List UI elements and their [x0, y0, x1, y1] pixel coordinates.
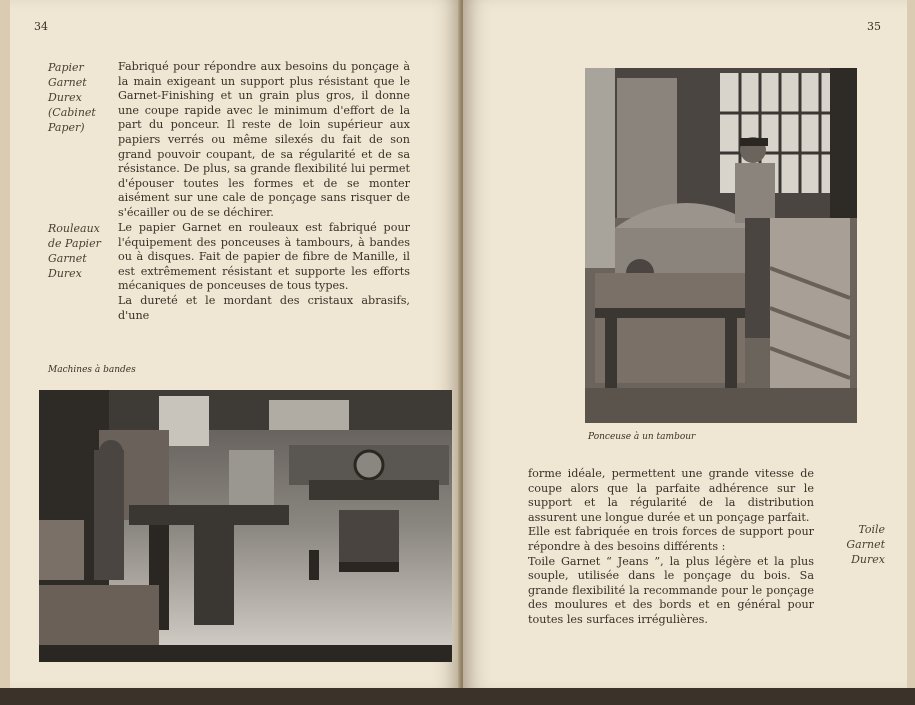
margin-label-line: Garnet [48, 76, 87, 89]
margin-label-line: Durex [851, 553, 885, 566]
margin-label-line: Garnet [846, 538, 885, 551]
section2-text [118, 221, 410, 323]
photo-caption-right: Ponceuse à un tambour [588, 432, 696, 442]
margin-label-toile-garnet [835, 522, 885, 567]
page-number-left: 34 [34, 20, 48, 33]
section1-text [118, 60, 410, 221]
margin-label-line: Garnet [48, 252, 87, 265]
margin-label-line: Rouleaux [48, 222, 100, 235]
right-paragraph-1: forme idéale, permettent une grande vitesse de coupe alors que la parfaite adhérence sur le support et la régularité de la distribution assurent une longue durée et un ponçage parfait. [528, 467, 814, 524]
book-bottom-edge [0, 688, 915, 705]
right-paragraph-3: Toile Garnet “ Jeans ”, la plus légère et la plus souple, utilisée dans le ponçage du bois. Sa grande flexibilité la recommande pour le ponçage des moulures et des bords et en général pour toutes les surfaces irrégulières. [528, 554, 814, 626]
margin-label-line: Durex [48, 91, 82, 104]
right-page-text [528, 467, 814, 628]
margin-label-line: Papier [48, 61, 84, 74]
margin-label-line: de Papier [48, 237, 101, 250]
margin-label-papier-garnet [48, 60, 108, 135]
section1-paragraph: Fabriqué pour répondre aux besoins du ponçage à la main exigeant un support plus résistant que le Garnet-Finishing et un grain plus gros, il donne une coupe rapide avec le minimum d'effort de la part du ponceur. Il reste de loin supérieur aux papiers verrés ou même silexés du fait de son grand pouvoir coupant, de sa régularité et de sa résistance. De plus, sa grande flexibilité lui permet d'épouser toutes les formes et de se monter aisément sur une cale de ponçage sans risquer de s'écailler ou de se déchirer. [118, 60, 410, 219]
margin-label-line: Durex [48, 267, 82, 280]
left-page [10, 0, 460, 690]
page-number-right: 35 [867, 20, 881, 33]
right-paragraph-2: Elle est fabriquée en trois forces de support pour répondre à des besoins différents : [528, 525, 814, 553]
margin-label-line: (Cabinet [48, 106, 96, 119]
photo-drum-sander [585, 68, 857, 423]
photo-belt-sanding-machines [39, 390, 452, 662]
photo-caption-left: Machines à bandes [48, 365, 136, 375]
margin-label-rouleaux [48, 221, 114, 281]
section2-paragraph-2: La dureté et le mordant des cristaux abrasifs, d'une [118, 293, 410, 322]
right-page [463, 0, 907, 690]
margin-label-line: Paper) [48, 121, 85, 134]
margin-label-line: Toile [858, 523, 885, 536]
section2-paragraph-1: Le papier Garnet en rouleaux est fabriqué pour l'équipement des ponceuses à tambours, à bandes ou à disques. Fait de papier de fibre de Manille, il est extrêmement résistant et supporte les efforts mécaniques de ponceuses de tous types. [118, 221, 410, 293]
